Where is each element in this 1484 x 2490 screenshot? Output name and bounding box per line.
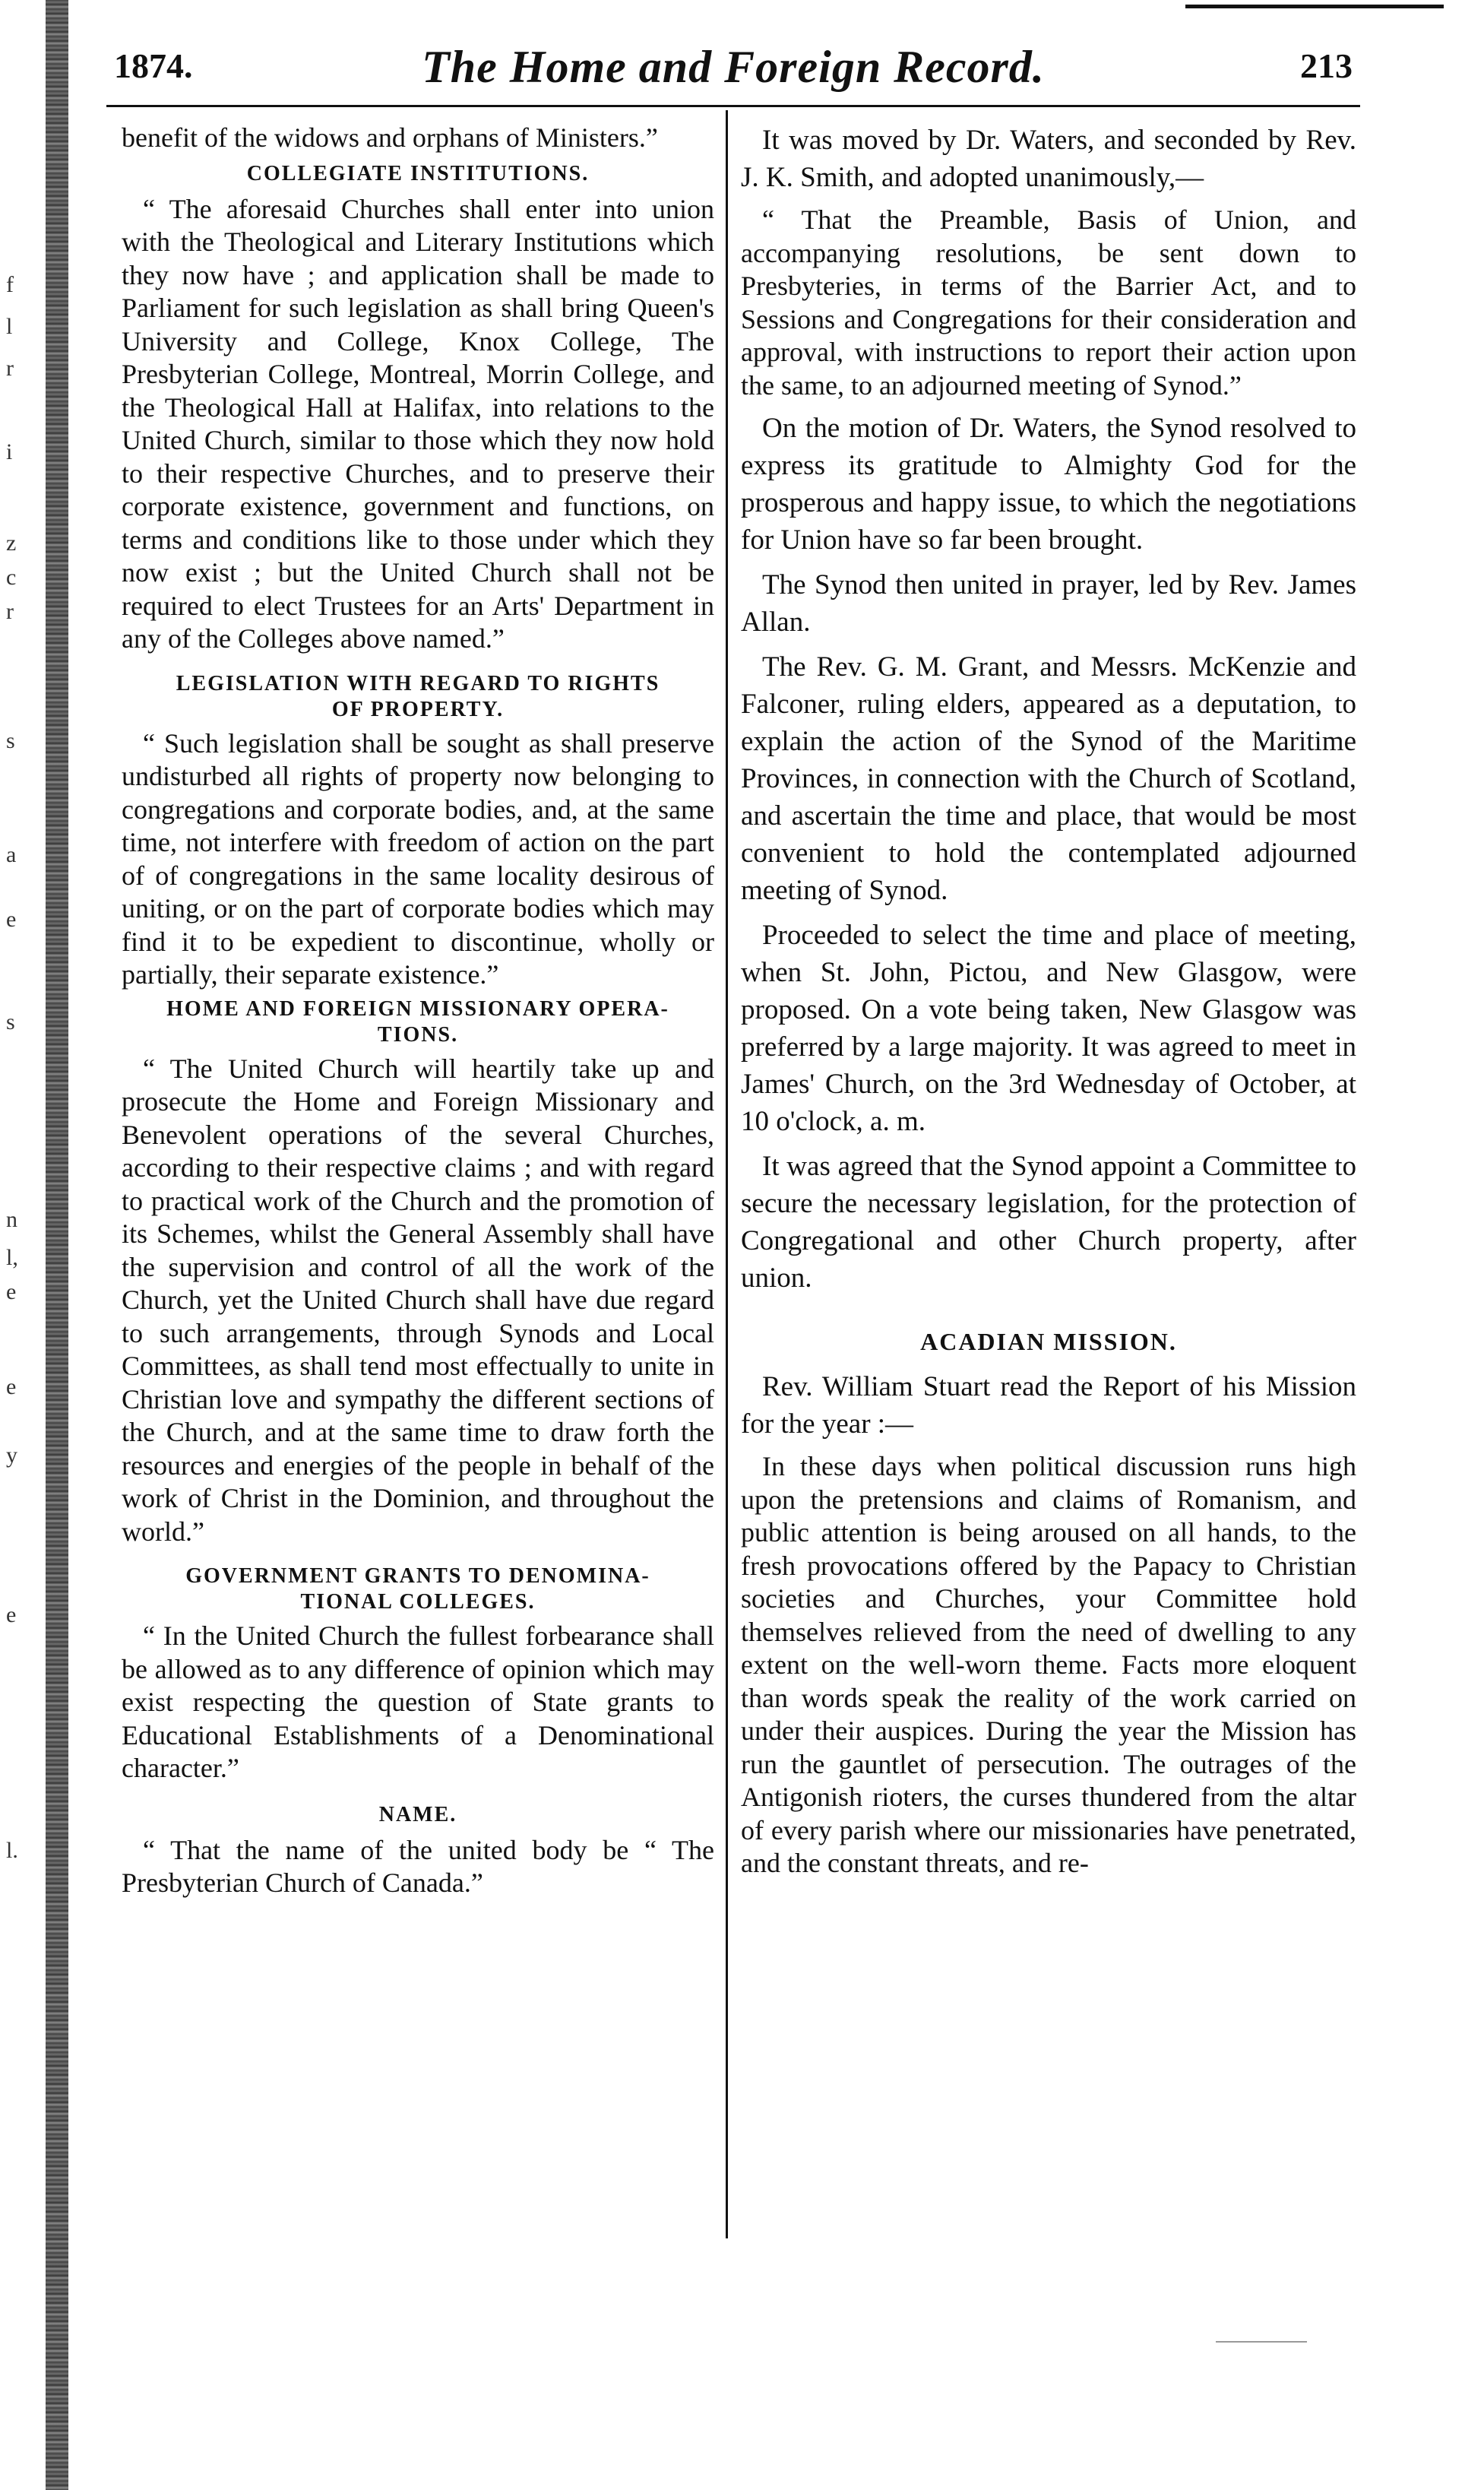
heading-line: GOVERNMENT GRANTS TO DENOMINA- xyxy=(185,1564,650,1588)
top-edge-rule xyxy=(1185,5,1444,8)
margin-fragment: f xyxy=(6,272,14,297)
heading-line: HOME AND FOREIGN MISSIONARY OPERA- xyxy=(166,996,669,1021)
heading-line: OF PROPERTY. xyxy=(331,697,505,721)
paragraph: On the motion of Dr. Waters, the Synod resolved to express its gratitude to Almighty God for the prosperous and happy issue, to which the negotiations for Union have so far been brought. xyxy=(741,413,1356,556)
paragraph: “ That the Preamble, Basis of Union, and accompanying resolutions, be sent down to Presbyteries, in terms of the Barrier Act, and to Sessions and Congregations for their consideration and approval, with instructions to report their action upon the same, to an adjourned meeting of Synod.” xyxy=(741,204,1356,401)
margin-fragment: e xyxy=(6,1279,17,1304)
section-heading-missionary xyxy=(122,996,714,1048)
section-heading-grants xyxy=(122,1563,714,1615)
header-rule xyxy=(106,105,1360,107)
section-heading-acadian-mission: ACADIAN MISSION. xyxy=(920,1328,1177,1355)
paragraph: The Synod then united in prayer, led by Rev. James Allan. xyxy=(741,569,1356,638)
paragraph: It was agreed that the Synod appoint a Committee to secure the necessary legislation, for the protection of Congregational and other Church property, after union. xyxy=(741,1151,1356,1294)
margin-fragment: n xyxy=(6,1207,17,1232)
margin-fragment: i xyxy=(6,439,13,464)
paragraph: “ In the United Church the fullest forbearance shall be allowed as to any difference of opinion which may exist respecting the question of State grants to Educational Establishments of a Denominational character.” xyxy=(122,1620,714,1783)
left-margin-fragments xyxy=(0,0,43,2490)
left-column xyxy=(122,122,714,1900)
paragraph: “ The aforesaid Churches shall enter into union with the Theological and Literary Institutions which they now have ; and application shall be made to Parliament for such legislation as shall bring Queen's University and College, Knox College, The Presbyterian College, Montreal, Morrin College, and the Theological Hall at Halifax, into relations to the United Church, similar to those which they now hold to their respective Churches, and to preserve their corporate existence, government and functions, on terms and conditions like to those under which they now exist ; but the United Church shall not be required to elect Trustees for an Arts' Department in any of the Colleges above named.” xyxy=(122,193,714,654)
heading-line: TIONS. xyxy=(377,1022,459,1047)
paragraph: Proceeded to select the time and place of meeting, when St. John, Pictou, and New Glasgow, were proposed. On a vote being taken, New Glasgow was preferred by a large majority. It was agreed to meet in James' Church, on the 3rd Wednesday of October, at 10 o'clock, a. m. xyxy=(741,920,1356,1137)
column-divider xyxy=(726,110,728,2238)
margin-fragment: l xyxy=(6,314,13,339)
running-header xyxy=(114,30,1353,99)
right-column xyxy=(741,122,1356,1880)
margin-fragment: c xyxy=(6,565,17,590)
paragraph: Rev. William Stuart read the Report of his Mission for the year :— xyxy=(741,1371,1356,1440)
heading-line: TIONAL COLLEGES. xyxy=(300,1590,536,1614)
journal-title: The Home and Foreign Record. xyxy=(422,42,1045,92)
margin-fragment: e xyxy=(6,1602,17,1627)
margin-fragment: z xyxy=(6,531,17,556)
margin-fragment: l. xyxy=(6,1838,18,1863)
scan-gutter-edge xyxy=(46,0,68,2490)
heading-line: LEGISLATION WITH REGARD TO RIGHTS xyxy=(176,671,660,695)
margin-fragment: r xyxy=(6,356,14,381)
margin-fragment: e xyxy=(6,1374,17,1399)
section-heading-name: NAME. xyxy=(378,1802,457,1826)
paragraph: “ The United Church will heartily take up and prosecute the Home and Foreign Missionary and Benevolent operations of the several Churches, according to their respective claims ; and with regard to practical work of the Church and the promotion of its Schemes, whilst the General Assembly shall have the supervision and control of all the work of the Church, yet the United Church shall have due regard to such arrangements, through Synods and Local Committees, as shall tend most effectually to unite in Christian love and sympathy the different sections of the Church, and at the same time to draw forth the resources and energies of the people in behalf of the work of Christ in the Dominion, and throughout the world.” xyxy=(122,1053,714,1547)
margin-fragment: a xyxy=(6,842,17,867)
page-number: 213 xyxy=(1300,46,1353,85)
paragraph: “ That the name of the united body be “ The Presbyterian Church of Canada.” xyxy=(122,1834,714,1898)
paragraph: benefit of the widows and orphans of Ministers.” xyxy=(122,122,658,153)
faint-mark xyxy=(1216,2341,1307,2343)
paragraph: In these days when political discussion runs high upon the pretensions and claims of Romanism, and public attention is being aroused on all hands, to the fresh provocations offered by the Papacy to Christian societies and Churches, your Committee hold themselves relieved from the need of dwelling to any extent on the well-worn theme. Facts more eloquent than words speak the reality of the work carried on under their auspices. During the year the Mission has run the gauntlet of persecution. The outrages of the Antigonish rioters, the curses thundered from the altar of every parish where our missionaries have penetrated, and the constant threats, and re- xyxy=(741,1451,1356,1878)
margin-fragment: s xyxy=(6,1009,15,1034)
paragraph: The Rev. G. M. Grant, and Messrs. McKenzie and Falconer, ruling elders, appeared as a deputation, to explain the action of the Synod of the Maritime Provinces, in connection with the Church of Scotland, and ascertain the time and place, that would be most convenient to hold the contemplated adjourned meeting of Synod. xyxy=(741,651,1356,906)
margin-fragment: l, xyxy=(6,1245,18,1270)
section-heading-collegiate: COLLEGIATE INSTITUTIONS. xyxy=(246,161,590,185)
section-heading-legislation xyxy=(122,671,714,723)
paragraph: “ Such legislation shall be sought as shall preserve undisturbed all rights of property now belonging to congregations and corporate bodies, and, at the same time, not interfere with freedom of action on the part of of congregations in the same locality desirous of uniting, or on the part of corporate bodies which may find it to be expedient to discontinue, wholly or partially, their separate existence.” xyxy=(122,727,714,990)
margin-fragment: y xyxy=(6,1443,17,1468)
paragraph: It was moved by Dr. Waters, and seconded by Rev. J. K. Smith, and adopted unanimously,— xyxy=(741,125,1356,193)
margin-fragment: e xyxy=(6,907,17,932)
margin-fragment: r xyxy=(6,599,14,624)
header-year: 1874. xyxy=(114,46,193,85)
margin-fragment: s xyxy=(6,728,15,753)
